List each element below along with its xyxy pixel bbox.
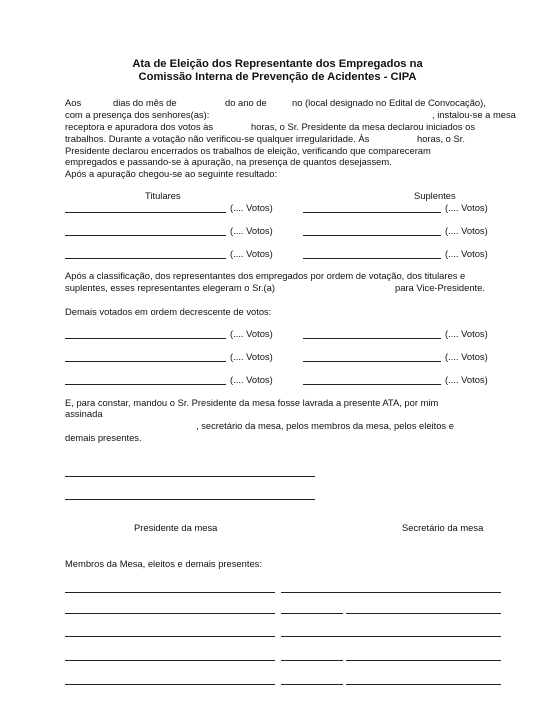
secretario-label: Secretário da mesa: [402, 522, 484, 533]
membros-label: Membros da Mesa, eleitos e demais presentes:: [65, 558, 262, 569]
signature-line-1[interactable]: [65, 476, 315, 477]
intro-presenca: com a presença dos senhores(as):: [65, 109, 210, 120]
member-2-right-line-b[interactable]: [346, 613, 501, 614]
intro-instalou: , instalou-se a mesa: [432, 109, 516, 120]
demais-1-right-votes: (.... Votos): [445, 328, 488, 339]
signature-line-2[interactable]: [65, 499, 315, 500]
member-4-left-line[interactable]: [65, 660, 275, 661]
member-5-left-line[interactable]: [65, 684, 275, 685]
suplente-3-votes: (.... Votos): [445, 248, 488, 259]
titular-1-votes: (.... Votos): [230, 202, 273, 213]
intro-horas-iniciados: horas, o Sr. Presidente da mesa declarou iniciados os: [251, 121, 476, 132]
presidente-label: Presidente da mesa: [134, 522, 218, 533]
suplente-1-line[interactable]: [303, 212, 441, 213]
member-2-right-line-a[interactable]: [281, 613, 343, 614]
suplente-2-line[interactable]: [303, 235, 441, 236]
demais-1-left-votes: (.... Votos): [230, 328, 273, 339]
demais-votados-label: Demais votados em ordem decrescente de votos:: [65, 306, 272, 317]
demais-1-left-line[interactable]: [65, 338, 226, 339]
demais-2-left-line[interactable]: [65, 361, 226, 362]
intro-empregados: empregados e passando-se à apuração, na presença de quantos desejassem.: [65, 156, 392, 167]
demais-3-right-votes: (.... Votos): [445, 374, 488, 385]
suplente-2-votes: (.... Votos): [445, 225, 488, 236]
document-title-line-2: Comissão Interna de Prevenção de Acidentes - CIPA: [138, 71, 417, 83]
demais-2-left-votes: (.... Votos): [230, 351, 273, 362]
titular-3-line[interactable]: [65, 258, 226, 259]
demais-3-left-votes: (.... Votos): [230, 374, 273, 385]
member-3-left-line[interactable]: [65, 636, 275, 637]
member-1-left-line[interactable]: [65, 592, 275, 593]
member-4-right-line-a[interactable]: [281, 660, 343, 661]
intro-local: no (local designado no Edital de Convocação),: [292, 97, 486, 108]
titular-2-votes: (.... Votos): [230, 225, 273, 236]
demais-3-left-line[interactable]: [65, 384, 226, 385]
demais-2-right-line[interactable]: [303, 361, 441, 362]
titular-3-votes: (.... Votos): [230, 248, 273, 259]
intro-apuracao: Após a apuração chegou-se ao seguinte resultado:: [65, 168, 278, 179]
month-blank[interactable]: [182, 107, 220, 108]
intro-presidente-declarou: Presidente declarou encerrados os trabalhos de eleição, verificando que compareceram: [65, 145, 431, 156]
member-3-right-line[interactable]: [281, 636, 501, 637]
demais-1-right-line[interactable]: [303, 338, 441, 339]
day-blank[interactable]: [89, 107, 107, 108]
closing-line-1: E, para constar, mandou o Sr. Presidente da mesa fosse lavrada a presente ATA, por mim: [65, 397, 439, 408]
document-title-line-1: Ata de Eleição dos Representante dos Empregados na: [132, 58, 423, 70]
closing-line-4: demais presentes.: [65, 432, 142, 443]
demais-2-right-votes: (.... Votos): [445, 351, 488, 362]
year-blank[interactable]: [272, 107, 288, 108]
intro-trabalhos: trabalhos. Durante a votação não verificou-se qualquer irregularidade. Às: [65, 133, 370, 144]
suplente-3-line[interactable]: [303, 258, 441, 259]
suplentes-header: Suplentes: [414, 190, 456, 201]
intro-dias-do-mes: dias do mês de: [113, 97, 177, 108]
closing-line-2: assinada: [65, 408, 103, 419]
closing-line-3: , secretário da mesa, pelos membros da mesa, pelos eleitos e: [196, 420, 454, 431]
classification-line-1: Após a classificação, dos representantes dos empregados por ordem de votação, dos titulares e: [65, 270, 466, 281]
titulares-header: Titulares: [145, 190, 181, 201]
intro-do-ano: do ano de: [225, 97, 267, 108]
suplente-1-votes: (.... Votos): [445, 202, 488, 213]
member-1-right-line[interactable]: [281, 592, 501, 593]
titular-2-line[interactable]: [65, 235, 226, 236]
member-5-right-line-b[interactable]: [346, 684, 501, 685]
intro-receptora: receptora e apuradora dos votos às: [65, 121, 214, 132]
member-4-right-line-b[interactable]: [346, 660, 501, 661]
classification-line-2b: para Vice-Presidente.: [395, 282, 485, 293]
demais-3-right-line[interactable]: [303, 384, 441, 385]
classification-line-2a: suplentes, esses representantes elegeram o Sr.(a): [65, 282, 276, 293]
member-5-right-line-a[interactable]: [281, 684, 343, 685]
member-2-left-line[interactable]: [65, 613, 275, 614]
titular-1-line[interactable]: [65, 212, 226, 213]
intro-aos: Aos: [65, 97, 82, 108]
intro-horas-sr: horas, o Sr.: [417, 133, 465, 144]
